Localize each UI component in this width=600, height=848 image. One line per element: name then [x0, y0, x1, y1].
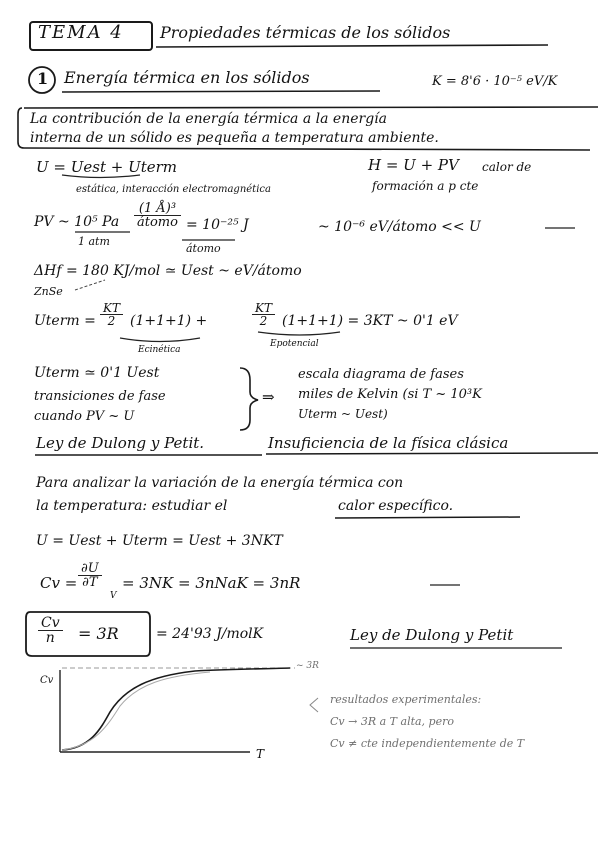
cv-rhs: = 3NK = 3nNaK = 3nR	[122, 574, 301, 592]
section-title: Energía térmica en los sólidos	[64, 68, 310, 87]
page-title: Propiedades térmicas de los sólidos	[160, 23, 451, 42]
kt-num-1: KT	[100, 302, 123, 315]
result-fraction	[38, 616, 63, 645]
delta-h-sub: ZnSe	[34, 285, 63, 298]
graph-asymptote-label: ~ 3R	[296, 661, 319, 671]
dulong-text-1: Para analizar la variación de la energía térmica con	[36, 475, 404, 491]
internal-energy-note: estática, interacción electromagnética	[76, 184, 271, 195]
dulong-text-2a: la temperatura: estudiar el	[36, 498, 228, 514]
kt-den-2: 2	[259, 314, 268, 328]
pv-fraction-num: (1 Å)³	[134, 202, 181, 216]
graph-note-3: Cv ≠ cte independientemente de T	[330, 737, 525, 750]
pv-end: ~ 10⁻⁶ eV/átomo << U	[318, 219, 481, 235]
pv-fraction-den: átomo	[137, 215, 178, 230]
scale-line-2: miles de Kelvin (si T ~ 10³K	[298, 387, 482, 402]
uterm-approx: Uterm ≃ 0'1 Uest	[34, 365, 160, 381]
result-rhs: = 3R	[78, 624, 119, 643]
result-den: n	[45, 630, 55, 646]
calor-underline	[335, 517, 520, 518]
kt-fraction-1	[100, 302, 123, 327]
graph-x-label: T	[256, 747, 265, 761]
section-title-underline	[62, 91, 380, 92]
dulong-u-eq: U = Uest + Uterm = Uest + 3NKT	[36, 533, 283, 549]
tema-label: TEMA 4	[38, 22, 124, 43]
kt-fraction-2	[252, 302, 275, 327]
cv-den: ∂T	[82, 575, 98, 590]
statement-line-2: interna de un sólido es pequeña a temperatura ambiente.	[30, 130, 439, 146]
result-value: = 24'93 J/molK	[156, 626, 264, 642]
uterm-lhs: Uterm =	[34, 313, 96, 329]
epot-label: Epotencial	[270, 339, 319, 349]
implies-arrow: ⇒	[262, 388, 275, 406]
transitions-1: transiciones de fase	[34, 389, 166, 404]
scale-line-1: escala diagrama de fases	[298, 367, 464, 382]
dulong-text-2b: calor específico.	[338, 498, 454, 514]
kt-den-1: 2	[107, 314, 116, 328]
cv-subscript: V	[110, 591, 117, 601]
section-number: 1	[37, 69, 49, 88]
pv-mid-under: átomo	[186, 242, 221, 255]
graph-note-2: Cv → 3R a T alta, pero	[330, 715, 454, 728]
internal-energy-eq: U = Uest + Uterm	[36, 158, 178, 176]
graph-curve	[62, 668, 290, 750]
delta-h-eq: ΔHf = 180 KJ/mol ≃ Uest ~ eV/átomo	[34, 263, 302, 279]
cv-graph	[60, 668, 318, 752]
graph-curve-faint	[62, 672, 210, 750]
ecin-brace	[120, 338, 200, 342]
curly-brace	[240, 368, 258, 430]
graph-note-arrow	[310, 698, 318, 712]
result-num: Cv	[38, 616, 63, 631]
cv-num: ∂U	[78, 562, 102, 576]
pv-prefix-under: 1 atm	[78, 235, 110, 248]
transitions-2: cuando PV ~ U	[34, 409, 135, 424]
ecin-label: Ecinética	[138, 345, 181, 355]
epot-brace	[258, 332, 340, 335]
cv-derivative	[78, 562, 102, 589]
dulong-title-a: Ley de Dulong y Petit.	[36, 434, 205, 452]
paren-1: (1+1+1) +	[130, 313, 208, 329]
scale-line-3: Uterm ~ Uest)	[298, 407, 388, 421]
cv-lhs: Cv =	[40, 574, 78, 592]
kt-num-2: KT	[252, 302, 275, 315]
dulong-title-b: Insuficiencia de la física clásica	[268, 434, 509, 452]
statement-line-1: La contribución de la energía térmica a la energía	[30, 111, 387, 127]
pv-prefix: PV ~ 10⁵ Pa	[34, 214, 120, 230]
pv-fraction	[134, 202, 181, 229]
dulong-underline-b	[266, 453, 598, 454]
boltzmann-constant: K = 8'6 · 10⁻⁵ eV/K	[432, 74, 558, 89]
enthalpy-note-1: calor de	[482, 160, 532, 174]
graph-note-1: resultados experimentales:	[330, 693, 482, 706]
paren-2: (1+1+1) = 3KT ~ 0'1 eV	[282, 313, 458, 329]
pv-mid: = 10⁻²⁵ J	[186, 217, 249, 233]
law-name: Ley de Dulong y Petit	[350, 626, 514, 644]
znse-mark	[75, 280, 105, 290]
enthalpy-eq: H = U + PV	[368, 156, 459, 174]
graph-y-label: Cv	[40, 675, 54, 686]
title-underline	[156, 45, 548, 47]
enthalpy-note-2: formación a p cte	[372, 179, 479, 193]
